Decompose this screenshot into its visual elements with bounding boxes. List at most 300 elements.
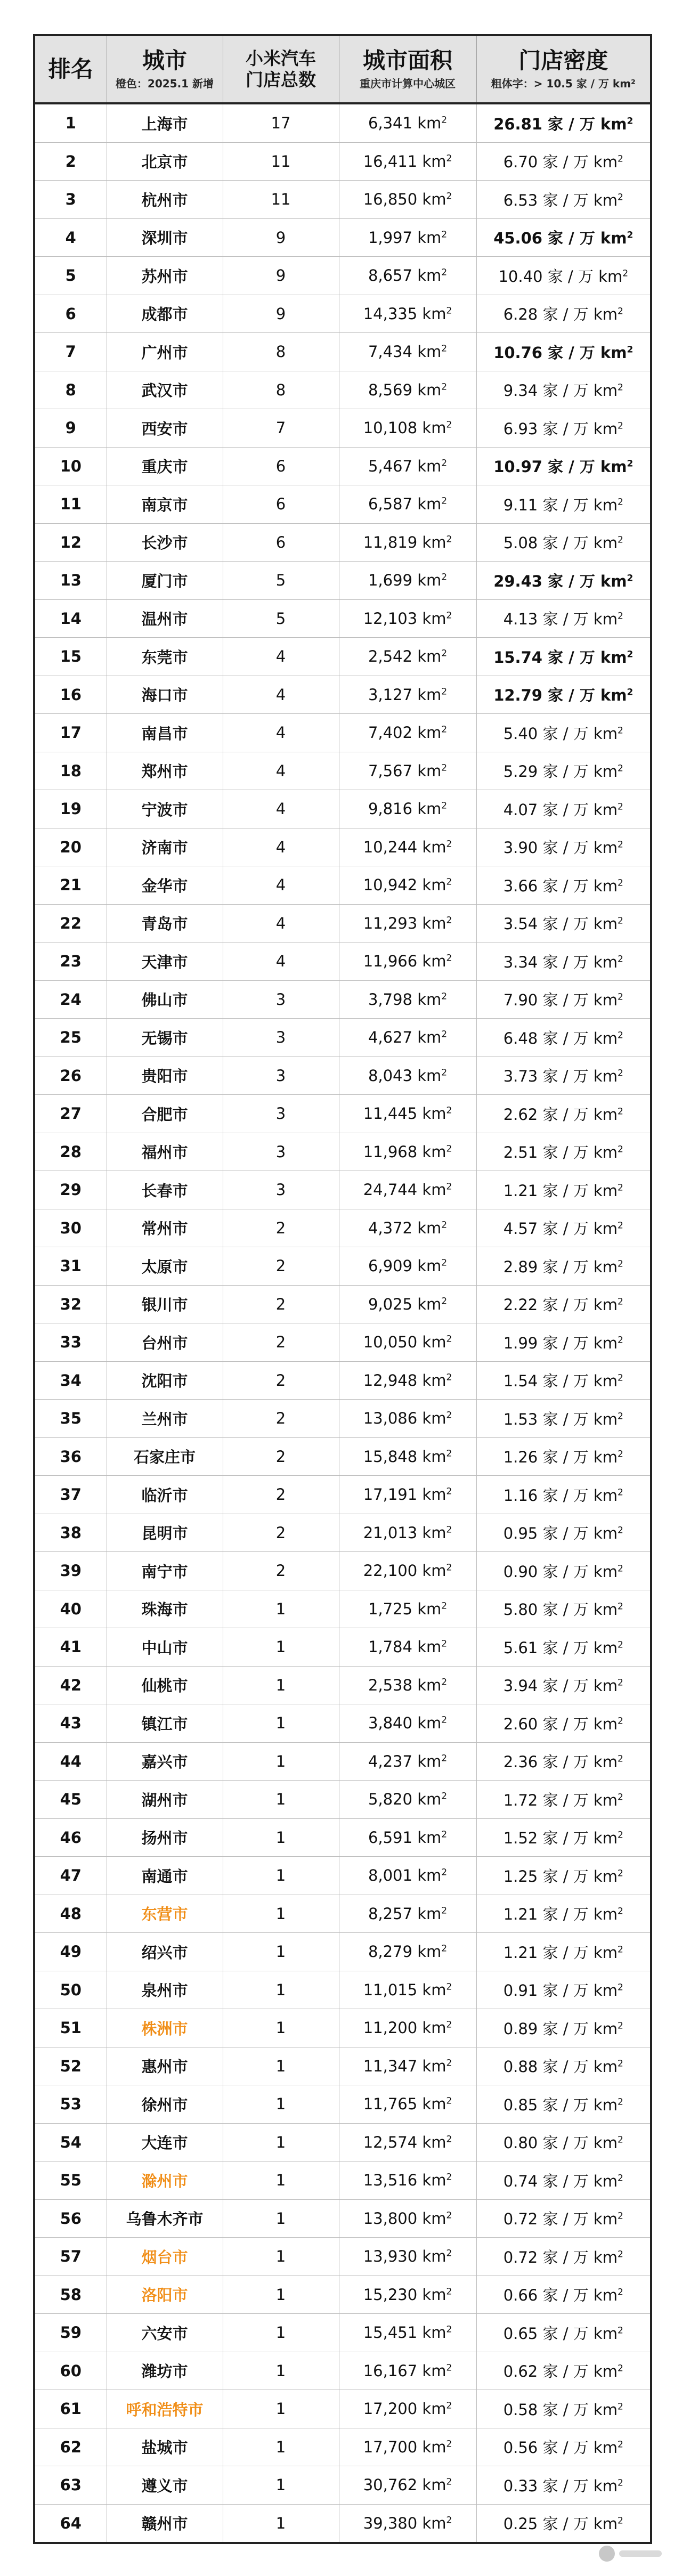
area-unit-sup: 2 xyxy=(441,343,448,354)
store-count-cell: 4 xyxy=(223,866,339,905)
area-unit: km xyxy=(417,685,442,704)
rank-cell: 21 xyxy=(34,866,107,905)
density-unit-sup: 2 xyxy=(617,2363,623,2374)
area-cell xyxy=(339,1818,476,1857)
store-count-cell: 2 xyxy=(223,1361,339,1400)
density-cell xyxy=(476,1361,651,1400)
area-cell xyxy=(339,2047,476,2085)
rank-cell: 56 xyxy=(34,2199,107,2238)
area-unit-sup: 2 xyxy=(446,2362,452,2374)
density-cell xyxy=(476,1704,651,1743)
area-unit: km xyxy=(422,2400,446,2418)
density-unit: 家 / 万 km xyxy=(548,343,627,362)
table-row xyxy=(34,1704,651,1743)
area-cell xyxy=(339,714,476,752)
area-cell xyxy=(339,103,476,142)
table-row xyxy=(34,2352,651,2390)
density-unit: 家 / 万 km xyxy=(542,2286,618,2305)
density-value: 3.54 xyxy=(503,915,538,933)
header-city-note: 橙色：2025.1 新增 xyxy=(115,77,214,90)
store-count-cell: 1 xyxy=(223,1971,339,2009)
area-unit-sup: 2 xyxy=(446,2095,452,2107)
density-cell xyxy=(476,1628,651,1667)
city-cell: 盐城市 xyxy=(107,2428,223,2466)
density-cell xyxy=(476,1552,651,1590)
density-unit: 家 / 万 km xyxy=(542,305,618,324)
density-value: 5.29 xyxy=(503,762,538,781)
density-value: 1.54 xyxy=(503,1372,538,1391)
density-value: 2.60 xyxy=(503,1714,538,1733)
store-count-cell: 2 xyxy=(223,1285,339,1323)
store-count-cell: 3 xyxy=(223,1019,339,1057)
area-unit-sup: 2 xyxy=(446,1181,452,1192)
area-unit: km xyxy=(422,2247,446,2266)
area-unit-sup: 2 xyxy=(446,1448,452,1459)
density-unit: 家 / 万 km xyxy=(542,1448,618,1467)
header-area-note: 重庆市计算中心城区 xyxy=(360,77,456,90)
area-unit-sup: 2 xyxy=(441,381,448,393)
store-count-cell: 1 xyxy=(223,1590,339,1628)
density-unit: 家 / 万 km xyxy=(542,1334,618,1352)
density-value: 1.25 xyxy=(503,1867,538,1886)
rank-cell: 35 xyxy=(34,1400,107,1438)
density-value: 5.61 xyxy=(503,1638,538,1657)
area-cell xyxy=(339,790,476,828)
density-value: 6.53 xyxy=(503,191,538,209)
rank-cell: 60 xyxy=(34,2352,107,2390)
store-count-cell: 1 xyxy=(223,2238,339,2276)
density-unit-sup: 2 xyxy=(617,2515,623,2526)
area-value: 11,347 xyxy=(363,2057,418,2075)
density-cell xyxy=(476,676,651,714)
table-row xyxy=(34,1552,651,1590)
density-cell xyxy=(476,1666,651,1704)
store-count-cell: 1 xyxy=(223,2047,339,2085)
rank-cell: 10 xyxy=(34,447,107,485)
density-unit-sup: 2 xyxy=(617,2249,623,2260)
density-unit: 家 / 万 km xyxy=(542,2248,618,2266)
density-value: 3.94 xyxy=(503,1677,538,1695)
store-count-cell: 4 xyxy=(223,714,339,752)
density-unit: 家 / 万 km xyxy=(542,2210,618,2229)
table-row xyxy=(34,371,651,409)
store-count-cell: 1 xyxy=(223,2428,339,2466)
area-unit: km xyxy=(417,1028,442,1047)
area-cell xyxy=(339,1133,476,1171)
store-count-cell: 6 xyxy=(223,447,339,485)
area-cell xyxy=(339,218,476,257)
area-cell xyxy=(339,1400,476,1438)
store-count-cell: 1 xyxy=(223,1742,339,1781)
density-value: 1.21 xyxy=(503,1181,538,1200)
table-header xyxy=(34,35,651,103)
density-cell xyxy=(476,980,651,1019)
store-count-cell: 9 xyxy=(223,257,339,295)
store-count-cell: 5 xyxy=(223,599,339,638)
city-cell: 重庆市 xyxy=(107,447,223,485)
density-cell xyxy=(476,1781,651,1819)
density-unit: 家 / 万 km xyxy=(542,1181,618,1200)
rank-cell: 38 xyxy=(34,1514,107,1552)
density-unit: 家 / 万 km xyxy=(542,1714,618,1733)
table-row xyxy=(34,599,651,638)
city-cell: 济南市 xyxy=(107,828,223,866)
density-unit-sup: 2 xyxy=(617,2096,623,2108)
density-unit-sup: 2 xyxy=(627,687,634,698)
table-row xyxy=(34,942,651,981)
store-count-cell: 1 xyxy=(223,1857,339,1895)
area-value: 11,765 xyxy=(363,2095,418,2114)
table-row xyxy=(34,1361,651,1400)
rank-cell: 62 xyxy=(34,2428,107,2466)
table-row xyxy=(34,1285,651,1323)
area-value: 8,569 xyxy=(368,380,412,399)
table-row xyxy=(34,828,651,866)
density-value: 1.53 xyxy=(503,1410,538,1428)
city-cell: 镇江市 xyxy=(107,1704,223,1743)
density-value: 2.51 xyxy=(503,1143,538,1162)
table-row xyxy=(34,2161,651,2200)
area-unit-sup: 2 xyxy=(441,1943,448,1954)
density-unit-sup: 2 xyxy=(617,1182,623,1193)
table-row xyxy=(34,523,651,562)
area-cell xyxy=(339,1971,476,2009)
area-unit-sup: 2 xyxy=(446,1334,452,1345)
density-value: 9.34 xyxy=(503,381,538,400)
area-value: 1,699 xyxy=(368,571,412,590)
area-value: 15,230 xyxy=(363,2285,418,2304)
density-cell xyxy=(476,904,651,942)
table-row xyxy=(34,1019,651,1057)
area-cell xyxy=(339,1361,476,1400)
density-cell xyxy=(476,714,651,752)
rank-cell: 16 xyxy=(34,676,107,714)
store-count-cell: 3 xyxy=(223,980,339,1019)
store-count-cell: 8 xyxy=(223,333,339,371)
density-unit: 家 / 万 km xyxy=(548,115,627,133)
density-unit: 家 / 万 km xyxy=(548,229,627,248)
rank-cell: 47 xyxy=(34,1857,107,1895)
density-cell xyxy=(476,828,651,866)
density-value: 3.73 xyxy=(503,1067,538,1086)
area-value: 16,411 xyxy=(363,152,418,170)
area-unit-sup: 2 xyxy=(446,2515,452,2526)
area-unit: km xyxy=(417,1828,442,1847)
density-cell xyxy=(476,1437,651,1476)
area-cell xyxy=(339,1171,476,1209)
area-unit: km xyxy=(417,571,442,590)
table-row xyxy=(34,2504,651,2543)
store-count-cell: 1 xyxy=(223,1895,339,1933)
density-unit: 家 / 万 km xyxy=(542,2515,618,2533)
store-count-cell: 2 xyxy=(223,1209,339,1247)
table-row xyxy=(34,1247,651,1286)
rank-cell: 59 xyxy=(34,2314,107,2352)
area-unit-sup: 2 xyxy=(441,1753,448,1764)
area-unit: km xyxy=(417,1638,442,1656)
density-unit-sup: 2 xyxy=(617,534,623,546)
density-unit: 家 / 万 km xyxy=(542,2019,618,2038)
density-cell xyxy=(476,752,651,790)
area-value: 16,850 xyxy=(363,190,418,209)
area-value: 3,798 xyxy=(368,990,412,1009)
density-unit: 家 / 万 km xyxy=(542,2095,618,2114)
density-value: 0.88 xyxy=(503,2058,538,2076)
rank-cell: 7 xyxy=(34,333,107,371)
density-unit-sup: 2 xyxy=(617,382,623,393)
area-value: 5,467 xyxy=(368,457,412,475)
density-cell xyxy=(476,2466,651,2505)
store-count-cell: 3 xyxy=(223,1095,339,1133)
density-unit-sup: 2 xyxy=(627,458,634,469)
area-unit: km xyxy=(422,1562,446,1580)
density-cell xyxy=(476,1171,651,1209)
rank-cell: 15 xyxy=(34,638,107,676)
area-value: 11,819 xyxy=(363,533,418,551)
area-unit-sup: 2 xyxy=(441,1714,448,1726)
area-unit: km xyxy=(422,2171,446,2190)
area-unit-sup: 2 xyxy=(446,305,452,316)
area-value: 13,516 xyxy=(363,2171,418,2190)
store-count-cell: 17 xyxy=(223,103,339,142)
area-cell xyxy=(339,676,476,714)
header-stores-line1: 小米汽车 xyxy=(246,48,316,69)
rank-cell: 4 xyxy=(34,218,107,257)
density-cell xyxy=(476,447,651,485)
density-unit-sup: 2 xyxy=(627,649,634,660)
area-cell xyxy=(339,1857,476,1895)
density-cell xyxy=(476,2199,651,2238)
density-value: 6.48 xyxy=(503,1029,538,1047)
area-unit-sup: 2 xyxy=(446,2248,452,2259)
area-value: 11,966 xyxy=(363,952,418,971)
density-value: 10.97 xyxy=(493,458,542,476)
table-row xyxy=(34,1171,651,1209)
density-cell xyxy=(476,181,651,219)
city-cell: 洛阳市 xyxy=(107,2276,223,2314)
city-cell: 石家庄市 xyxy=(107,1437,223,1476)
city-cell: 遵义市 xyxy=(107,2466,223,2505)
density-value: 10.76 xyxy=(493,343,542,362)
area-unit: km xyxy=(422,1142,446,1161)
density-cell xyxy=(476,2504,651,2543)
area-cell xyxy=(339,1247,476,1286)
density-value: 0.85 xyxy=(503,2095,538,2114)
table-row xyxy=(34,752,651,790)
area-cell xyxy=(339,1781,476,1819)
density-value: 1.99 xyxy=(503,1334,538,1352)
rank-cell: 26 xyxy=(34,1057,107,1095)
density-unit-sup: 2 xyxy=(617,954,623,965)
density-cell xyxy=(476,2009,651,2047)
area-value: 13,800 xyxy=(363,2209,418,2228)
area-unit-sup: 2 xyxy=(441,572,448,583)
density-cell xyxy=(476,1057,651,1095)
header-area xyxy=(339,35,476,103)
density-unit: 家 / 万 km xyxy=(542,610,618,629)
density-unit: 家 / 万 km xyxy=(542,1943,618,1962)
density-unit-sup: 2 xyxy=(617,1677,623,1688)
area-value: 11,200 xyxy=(363,2019,418,2037)
density-value: 3.66 xyxy=(503,876,538,895)
area-cell xyxy=(339,485,476,524)
table-row xyxy=(34,1781,651,1819)
city-cell: 西安市 xyxy=(107,409,223,448)
city-cell: 杭州市 xyxy=(107,181,223,219)
table-row xyxy=(34,2123,651,2161)
city-cell: 东营市 xyxy=(107,1895,223,1933)
area-value: 6,587 xyxy=(368,495,412,514)
area-value: 8,001 xyxy=(368,1866,412,1885)
area-value: 10,244 xyxy=(363,838,418,856)
density-cell xyxy=(476,1590,651,1628)
area-unit: km xyxy=(417,800,442,818)
area-value: 39,380 xyxy=(363,2514,418,2532)
area-unit: km xyxy=(417,1752,442,1770)
density-cell xyxy=(476,1400,651,1438)
table-row xyxy=(34,218,651,257)
city-cell: 武汉市 xyxy=(107,371,223,409)
density-cell xyxy=(476,2238,651,2276)
density-unit: 家 / 万 km xyxy=(542,1562,618,1581)
density-unit: 家 / 万 km xyxy=(542,1600,618,1619)
table-row xyxy=(34,1323,651,1362)
area-unit-sup: 2 xyxy=(446,876,452,888)
density-unit-sup: 2 xyxy=(627,573,634,584)
area-unit-sup: 2 xyxy=(446,2324,452,2335)
store-count-cell: 8 xyxy=(223,371,339,409)
density-unit-sup: 2 xyxy=(617,306,623,317)
area-unit-sup: 2 xyxy=(446,1524,452,1535)
store-count-cell: 6 xyxy=(223,523,339,562)
density-unit-sup: 2 xyxy=(617,1639,623,1651)
header-row xyxy=(34,35,651,103)
density-unit-sup: 2 xyxy=(617,2401,623,2412)
city-cell: 福州市 xyxy=(107,1133,223,1171)
density-cell xyxy=(476,1514,651,1552)
store-count-cell: 2 xyxy=(223,1552,339,1590)
table-row xyxy=(34,295,651,333)
area-value: 2,542 xyxy=(368,647,412,666)
density-cell xyxy=(476,2276,651,2314)
density-cell xyxy=(476,218,651,257)
density-unit-sup: 2 xyxy=(617,1487,623,1498)
density-value: 5.40 xyxy=(503,724,538,743)
area-unit: km xyxy=(422,2133,446,2151)
area-cell xyxy=(339,828,476,866)
store-count-cell: 4 xyxy=(223,828,339,866)
density-unit-sup: 2 xyxy=(617,497,623,508)
density-value: 0.74 xyxy=(503,2172,538,2190)
city-cell: 成都市 xyxy=(107,295,223,333)
area-unit: km xyxy=(422,2209,446,2228)
density-unit-sup: 2 xyxy=(617,992,623,1003)
table-row xyxy=(34,257,651,295)
table-row xyxy=(34,2085,651,2124)
area-cell xyxy=(339,599,476,638)
rank-cell: 52 xyxy=(34,2047,107,2085)
density-unit: 家 / 万 km xyxy=(542,1486,618,1505)
density-unit-sup: 2 xyxy=(627,344,634,355)
area-value: 5,820 xyxy=(368,1790,412,1809)
density-unit: 家 / 万 km xyxy=(542,1524,618,1543)
city-cell: 上海市 xyxy=(107,103,223,142)
area-value: 7,567 xyxy=(368,761,412,780)
area-cell xyxy=(339,2466,476,2505)
density-value: 2.36 xyxy=(503,1753,538,1771)
table-row xyxy=(34,676,651,714)
density-cell xyxy=(476,790,651,828)
city-cell: 泉州市 xyxy=(107,1971,223,2009)
density-unit: 家 / 万 km xyxy=(542,2058,618,2076)
density-unit-sup: 2 xyxy=(617,2287,623,2298)
density-unit-sup: 2 xyxy=(617,2134,623,2146)
rank-cell: 24 xyxy=(34,980,107,1019)
density-value: 0.25 xyxy=(503,2515,538,2533)
area-unit: km xyxy=(422,876,446,895)
density-unit: 家 / 万 km xyxy=(542,1867,618,1886)
table-row xyxy=(34,1095,651,1133)
area-unit-sup: 2 xyxy=(446,953,452,964)
area-value: 17,200 xyxy=(363,2400,418,2418)
table-row xyxy=(34,1857,651,1895)
area-unit: km xyxy=(422,2095,446,2114)
density-value: 0.56 xyxy=(503,2439,538,2457)
header-density-note: 粗体字：> 10.5 家 / 万 km² xyxy=(491,77,636,90)
store-count-cell: 1 xyxy=(223,2314,339,2352)
table-row xyxy=(34,1437,651,1476)
city-cell: 银川市 xyxy=(107,1285,223,1323)
table-row xyxy=(34,790,651,828)
area-cell xyxy=(339,1437,476,1476)
rank-cell: 54 xyxy=(34,2123,107,2161)
density-value: 0.72 xyxy=(503,2210,538,2229)
table-row xyxy=(34,2466,651,2505)
rank-cell: 23 xyxy=(34,942,107,981)
store-count-cell: 9 xyxy=(223,218,339,257)
area-unit: km xyxy=(417,1790,442,1809)
rank-cell: 53 xyxy=(34,2085,107,2124)
density-cell xyxy=(476,942,651,981)
density-cell xyxy=(476,638,651,676)
density-unit: 家 / 万 km xyxy=(542,2400,618,2419)
density-value: 0.65 xyxy=(503,2324,538,2343)
density-unit-sup: 2 xyxy=(617,420,623,432)
area-unit-sup: 2 xyxy=(441,115,448,126)
density-unit-sup: 2 xyxy=(627,230,634,241)
area-unit-sup: 2 xyxy=(446,2476,452,2488)
density-unit: 家 / 万 km xyxy=(542,1143,618,1162)
density-unit: 家 / 万 km xyxy=(542,915,618,933)
density-cell xyxy=(476,523,651,562)
rank-cell: 57 xyxy=(34,2238,107,2276)
density-unit-sup: 2 xyxy=(617,1830,623,1841)
rank-cell: 20 xyxy=(34,828,107,866)
rank-cell: 36 xyxy=(34,1437,107,1476)
header-city xyxy=(107,35,223,103)
header-city-label: 城市 xyxy=(142,47,187,74)
rank-cell: 39 xyxy=(34,1552,107,1590)
store-count-cell: 1 xyxy=(223,2276,339,2314)
area-unit-sup: 2 xyxy=(441,648,448,659)
density-unit: 家 / 万 km xyxy=(542,1220,618,1238)
city-cell: 乌鲁木齐市 xyxy=(107,2199,223,2238)
area-unit: km xyxy=(422,1409,446,1428)
rank-cell: 51 xyxy=(34,2009,107,2047)
density-value: 26.81 xyxy=(493,115,542,133)
store-count-cell: 1 xyxy=(223,1781,339,1819)
store-count-cell: 1 xyxy=(223,1666,339,1704)
